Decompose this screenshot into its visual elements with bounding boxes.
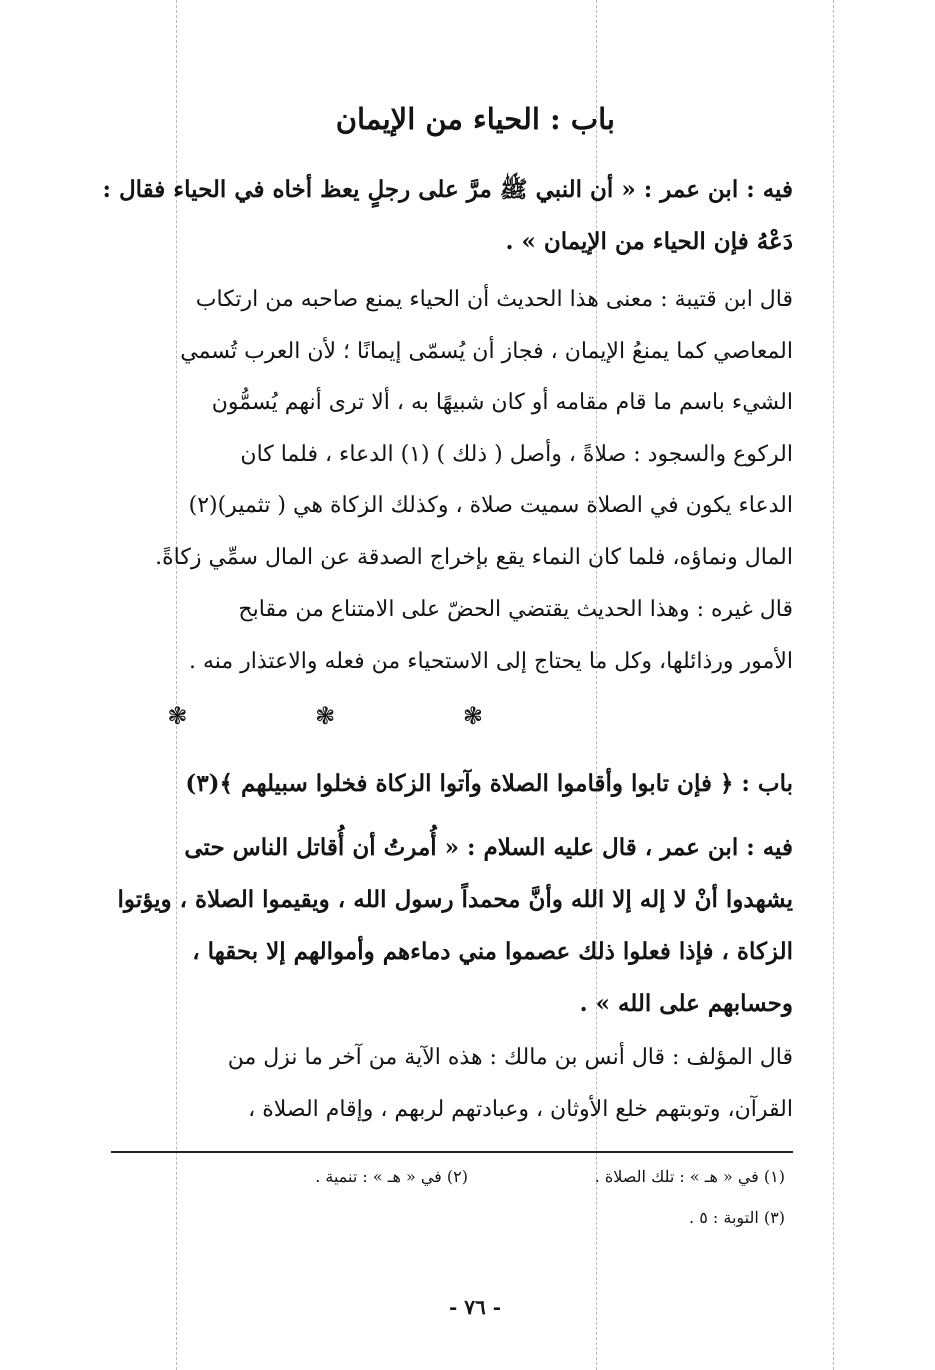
text-line: قال المؤلف : قال أنس بن مالك : هذه الآية من آخر ما نزل من <box>227 1045 793 1070</box>
footnote-3: (٣) التوبة : ٥ . <box>689 1208 785 1227</box>
commentary-paragraph <box>105 584 793 687</box>
text-line: الزكاة ، فإذا فعلوا ذلك عصموا مني دماءهم وأموالهم إلا بحقها ، <box>192 938 793 965</box>
hadith-paragraph <box>105 822 793 1030</box>
section-separator: ❃ ❃ ❃ <box>167 702 543 730</box>
text-line: القرآن، وتوبتهم خلع الأوثان ، وعبادتهم لربهم ، وإقام الصلاة ، <box>248 1096 793 1122</box>
text-line: يشهدوا أنْ لا إله إلا الله وأنَّ محمداً رسول الله ، ويقيموا الصلاة ، ويؤتوا <box>117 886 793 913</box>
footnote-1: (١) في « هـ » : تلك الصلاة . <box>594 1167 785 1186</box>
scan-guide-line <box>833 0 834 1370</box>
text-line: الدعاء يكون في الصلاة سميت صلاة ، وكذلك الزكاة هي ( تثمير)(٢) <box>188 493 793 518</box>
text-line: باب : ﴿ فإن تابوا وأقاموا الصلاة وآتوا الزكاة فخلوا سبيلهم ﴾(٣) <box>185 770 793 797</box>
text-line: فيه : ابن عمر ، قال عليه السلام : « أُمرتُ أن أُقاتل الناس حتى <box>184 834 793 861</box>
text-line: المال ونماؤه، فلما كان النماء يقع بإخراج الصدقة عن المال سمِّي زكاةً. <box>155 544 793 570</box>
commentary-paragraph <box>105 274 793 583</box>
text-line: قال غيره : وهذا الحديث يقتضي الحضّ على الامتناع من مقابح <box>238 597 793 622</box>
text-line: الأمور ورذائلها، وكل ما يحتاج إلى الاستحياء من فعله والاعتذار منه . <box>188 648 793 674</box>
chapter-heading <box>105 758 793 810</box>
footnote-rule <box>111 1151 793 1153</box>
commentary-paragraph <box>105 1032 793 1135</box>
footnote-2: (٢) في « هـ » : تنمية . <box>315 1167 468 1186</box>
chapter-title: باب : الحياء من الإيمان <box>335 102 615 136</box>
text-line: وحسابهم على الله » . <box>579 990 793 1017</box>
text-line: المعاصي كما يمنعُ الإيمان ، فجاز أن يُسمّى إيمانًا ؛ لأن العرب تُسمي <box>180 338 793 364</box>
text-line: دَعْهُ فإن الحياء من الإيمان » . <box>505 228 793 255</box>
text-line: الركوع والسجود : صلاةً ، وأصل ( ذلك ) (١) الدعاء ، فلما كان <box>240 441 793 467</box>
text-line: قال ابن قتيبة : معنى هذا الحديث أن الحياء يمنع صاحبه من ارتكاب <box>195 287 793 312</box>
text-line: الشيء باسم ما قام مقامه أو كان شبيهًا به ، ألا ترى أنهم يُسمُّون <box>211 390 793 415</box>
page-number: - ٧٦ - <box>448 1295 501 1319</box>
hadith-paragraph <box>102 164 793 268</box>
text-line: فيه : ابن عمر : « أن النبي ﷺ مرَّ على رجلٍ يعظ أخاه في الحياء فقال : <box>102 176 793 203</box>
